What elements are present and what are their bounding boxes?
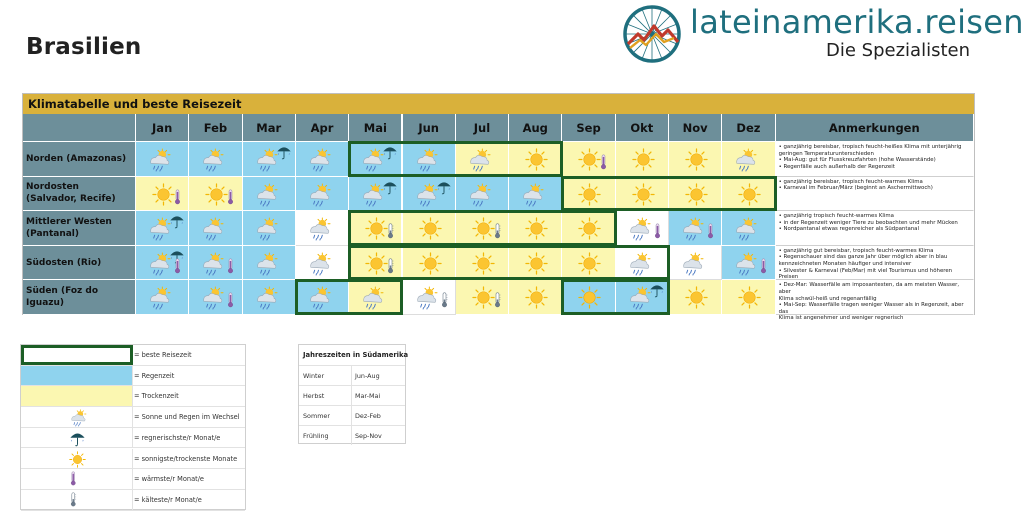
- climate-cell: [296, 211, 349, 246]
- sun-icon: [365, 217, 388, 240]
- climate-cell: [562, 177, 615, 212]
- climate-cell: [189, 177, 242, 212]
- legend-row: [21, 366, 245, 387]
- umbrella-icon: [649, 282, 665, 298]
- sun-rain-icon: [414, 148, 437, 171]
- climate-cell: [616, 280, 669, 315]
- sun-rain-icon: [69, 409, 86, 426]
- climate-cell: [562, 280, 615, 315]
- sun-icon: [525, 148, 548, 171]
- month-header-mai: Mai: [349, 114, 402, 142]
- header-corner: [23, 114, 136, 142]
- sun-icon: [578, 252, 601, 275]
- region-notes: [776, 280, 974, 322]
- climate-cell: [456, 142, 509, 177]
- season-range: Jun-Aug: [355, 372, 380, 380]
- bicycle-wheel-logo-icon: [622, 4, 682, 64]
- sun-rain-icon: [254, 183, 277, 206]
- sun-rain-icon: [147, 217, 170, 240]
- sun-rain-icon: [360, 286, 383, 309]
- season-range: Mar-Mai: [355, 392, 381, 400]
- climate-cell: [296, 280, 349, 315]
- sun-icon: [419, 217, 442, 240]
- legend-text: = beste Reisezeit: [134, 351, 192, 359]
- month-header-nov: Nov: [669, 114, 722, 142]
- thermometer-warm-icon: [599, 154, 617, 172]
- sun-rain-icon: [307, 183, 330, 206]
- climate-cell: [296, 142, 349, 177]
- climate-cell: [243, 211, 296, 246]
- sun-icon: [685, 183, 708, 206]
- sun-icon: [578, 148, 601, 171]
- region-label: Nordosten (Salvador, Recife): [23, 177, 136, 212]
- note-line: • Regenfälle auch außerhalb der Regenzeit: [778, 163, 895, 170]
- legend-text: = Regenzeit: [134, 371, 175, 380]
- season-divider: [351, 406, 352, 425]
- climate-cell: [509, 142, 562, 177]
- sun-icon: [525, 217, 548, 240]
- climate-cell: [296, 177, 349, 212]
- legend-text: = Trockenzeit: [134, 392, 179, 401]
- note-line: Klima ist angenehmer und weniger regnerisch: [778, 315, 904, 322]
- sun-rain-icon: [307, 217, 330, 240]
- region-label: Norden (Amazonas): [23, 142, 136, 177]
- season-row: [299, 385, 405, 405]
- climate-cell: [189, 211, 242, 246]
- note-line: Klima schwül-heiß und regenanfällig: [778, 295, 877, 302]
- thermometer-cold-icon: [386, 223, 404, 241]
- sun-rain-icon: [467, 183, 490, 206]
- note-line: • Silvester & Karneval (Feb/Mar) mit viel Tourismus und höheren Preisen: [778, 267, 953, 281]
- sun-rain-icon: [414, 286, 437, 309]
- climate-cell: [189, 246, 242, 281]
- climate-cell: [509, 177, 562, 212]
- legend-row: [21, 469, 245, 490]
- sun-rain-icon: [147, 148, 170, 171]
- umbrella-icon: [276, 144, 292, 160]
- climate-cell: [243, 280, 296, 315]
- sun-icon: [578, 183, 601, 206]
- note-line: • ganzjährig bereisbar, tropisch feucht-warmes Klima: [778, 178, 923, 185]
- thermometer-warm-icon: [173, 258, 191, 276]
- climate-cell: [722, 142, 775, 177]
- region-label: Südosten (Rio): [23, 246, 136, 281]
- climate-cell: [243, 177, 296, 212]
- sun-rain-icon: [254, 252, 277, 275]
- region-notes: [776, 177, 974, 212]
- sun-rain-icon: [733, 148, 756, 171]
- umbrella-icon: [21, 428, 133, 448]
- climate-table-header: [23, 94, 974, 114]
- note-line: • ganzjährig tropisch feucht-warmes Klima: [778, 213, 894, 220]
- legend-text: = wärmste/r Monat/e: [134, 475, 204, 484]
- season-divider: [351, 366, 352, 385]
- note-line: • Nordpantanal etwas regenreicher als Südpantanal: [778, 226, 919, 233]
- umbrella-icon: [382, 144, 398, 160]
- sun-rain-icon: [254, 148, 277, 171]
- season-name: Frühling: [303, 432, 329, 440]
- notes-header: Anmerkungen: [776, 114, 974, 142]
- climate-cell: [243, 246, 296, 281]
- sun-rain-icon: [200, 217, 223, 240]
- climate-cell: [403, 280, 456, 315]
- sun-rain-icon: [254, 217, 277, 240]
- climate-cell: [669, 280, 722, 315]
- legend: [20, 344, 246, 510]
- note-line: kennzeichneten Monaten häufiger und intensiver: [778, 260, 912, 267]
- note-line: • Mai-Aug: gut für Flusskreuzfahrten (hohe Wasserstände): [778, 157, 936, 164]
- climate-cell: [456, 246, 509, 281]
- legend-row: [21, 490, 245, 511]
- region-notes: [776, 142, 974, 177]
- umbrella-icon: [69, 430, 86, 447]
- thermometer-warm-icon: [21, 469, 133, 489]
- climate-cell: [509, 246, 562, 281]
- month-header-sep: Sep: [562, 114, 615, 142]
- sun-icon: [205, 183, 228, 206]
- sun-icon: [578, 217, 601, 240]
- climate-cell: [349, 246, 402, 281]
- sun-icon: [21, 449, 133, 469]
- climate-cell: [669, 211, 722, 246]
- sun-rain-icon: [680, 217, 703, 240]
- climate-cell: [509, 280, 562, 315]
- seasons-title: Jahreszeiten in Südamerika: [303, 351, 409, 359]
- sun-rain-icon: [733, 252, 756, 275]
- month-header-apr: Apr: [296, 114, 349, 142]
- sun-icon: [632, 183, 655, 206]
- thermometer-warm-icon: [759, 258, 777, 276]
- climate-cell: [509, 211, 562, 246]
- climate-cell: [669, 142, 722, 177]
- climate-cell: [136, 280, 189, 315]
- note-line: • ganzjährig bereisbar, tropisch feucht-heißes Klima mit unterjährig: [778, 144, 962, 150]
- month-header-aug: Aug: [509, 114, 562, 142]
- sun-rain-icon: [200, 286, 223, 309]
- climate-cell: [349, 211, 402, 246]
- climate-cell: [456, 280, 509, 315]
- climate-cell: [616, 211, 669, 246]
- thermometer-warm-icon: [226, 189, 244, 207]
- climate-cell: [722, 280, 775, 315]
- region-label: Süden (Foz do Iguazu): [23, 280, 136, 315]
- climate-cell: [722, 246, 775, 281]
- sun-icon: [632, 148, 655, 171]
- climate-cell: [669, 177, 722, 212]
- climate-cell: [403, 177, 456, 212]
- sun-rain-icon: [254, 286, 277, 309]
- month-header-jul: Jul: [456, 114, 509, 142]
- climate-table-title: Klimatabelle und beste Reisezeit: [28, 97, 242, 111]
- sun-icon: [578, 286, 601, 309]
- sun-rain-icon: [200, 148, 223, 171]
- sun-rain-icon: [414, 183, 437, 206]
- sun-icon: [525, 286, 548, 309]
- sun-rain-icon: [307, 286, 330, 309]
- note-line: • in der Regenzeit weniger Tiere zu beobachten und mehr Mücken: [778, 219, 958, 226]
- legend-row: [21, 345, 245, 366]
- sun-rain-icon: [360, 148, 383, 171]
- climate-cell: [722, 177, 775, 212]
- season-row: [299, 405, 405, 425]
- climate-cell: [296, 246, 349, 281]
- season-name: Herbst: [303, 392, 325, 400]
- umbrella-icon: [436, 179, 452, 195]
- season-range: Sep-Nov: [355, 432, 382, 440]
- season-row: [299, 365, 405, 385]
- sun-rain-icon: [360, 183, 383, 206]
- month-header-okt: Okt: [616, 114, 669, 142]
- climate-cell: [136, 211, 189, 246]
- climate-cell: [243, 142, 296, 177]
- rain-swatch: [21, 366, 133, 386]
- sun-icon: [738, 183, 761, 206]
- sun-icon: [685, 148, 708, 171]
- climate-cell: [616, 246, 669, 281]
- sun-icon: [69, 451, 86, 468]
- climate-cell: [136, 142, 189, 177]
- legend-row: [21, 386, 245, 407]
- climate-cell: [669, 246, 722, 281]
- climate-cell: [456, 211, 509, 246]
- climate-cell: [349, 177, 402, 212]
- climate-cell: [403, 142, 456, 177]
- climate-cell: [136, 177, 189, 212]
- climate-cell: [616, 142, 669, 177]
- seasons-table: [298, 344, 409, 444]
- climate-cell: [562, 246, 615, 281]
- legend-text: = regnerischste/r Monat/e: [134, 433, 221, 442]
- season-row: [299, 425, 405, 445]
- umbrella-icon: [169, 213, 185, 229]
- climate-cell: [349, 280, 402, 315]
- sun-rain-icon: [627, 252, 650, 275]
- legend-row: [21, 449, 245, 470]
- climate-cell: [349, 142, 402, 177]
- sun-rain-icon: [21, 407, 133, 427]
- climate-cell: [722, 211, 775, 246]
- season-name: Sommer: [303, 412, 330, 420]
- climate-table: [22, 93, 975, 322]
- sun-icon: [472, 252, 495, 275]
- thermometer-warm-icon: [653, 223, 671, 241]
- sun-icon: [685, 286, 708, 309]
- season-divider: [351, 426, 352, 445]
- note-line: geringen Temperaturunterschieden: [778, 150, 874, 157]
- season-name: Winter: [303, 372, 325, 380]
- climate-cell: [403, 246, 456, 281]
- sun-rain-icon: [200, 252, 223, 275]
- thermometer-warm-icon: [226, 258, 244, 276]
- thermometer-warm-icon: [69, 471, 86, 488]
- umbrella-icon: [382, 179, 398, 195]
- sun-rain-icon: [520, 183, 543, 206]
- sun-rain-icon: [147, 286, 170, 309]
- region-notes: [776, 211, 974, 246]
- page-title: Brasilien: [26, 34, 142, 60]
- sun-icon: [472, 217, 495, 240]
- sun-rain-icon: [627, 217, 650, 240]
- month-header-feb: Feb: [189, 114, 242, 142]
- brand-name: lateinamerika.reisen: [690, 3, 1024, 41]
- sun-rain-icon: [627, 286, 650, 309]
- sun-icon: [738, 286, 761, 309]
- season-divider: [351, 386, 352, 405]
- brand-tagline: Die Spezialisten: [826, 40, 970, 61]
- note-line: • Karneval im Februar/März (beginnt an Aschermittwoch): [778, 185, 933, 192]
- note-line: • Regenschauer sind das ganze Jahr über möglich aber in blau: [778, 254, 948, 261]
- month-header-mar: Mar: [243, 114, 296, 142]
- sun-rain-icon: [147, 252, 170, 275]
- sun-rain-icon: [307, 148, 330, 171]
- thermometer-cold-icon: [493, 223, 511, 241]
- climate-cell: [456, 177, 509, 212]
- thermometer-cold-icon: [440, 292, 458, 310]
- sun-icon: [365, 252, 388, 275]
- note-line: • Mai-Sep: Wasserfälle tragen weniger Wasser als in Regenzeit, aber das: [778, 302, 964, 315]
- thermometer-warm-icon: [706, 223, 724, 241]
- climate-cell: [189, 280, 242, 315]
- note-line: • ganzjährig gut bereisbar, tropisch feucht-warmes Klima: [778, 247, 934, 254]
- climate-cell: [189, 142, 242, 177]
- legend-text: = Sonne und Regen im Wechsel: [134, 413, 240, 422]
- legend-row: [21, 428, 245, 449]
- legend-text: = kälteste/r Monat/e: [134, 495, 202, 504]
- season-range: Dez-Feb: [355, 412, 381, 420]
- thermometer-warm-icon: [226, 292, 244, 310]
- thermometer-cold-icon: [493, 292, 511, 310]
- region-label: Mittlerer Westen (Pantanal): [23, 211, 136, 246]
- month-header-jan: Jan: [136, 114, 189, 142]
- thermometer-cold-icon: [386, 258, 404, 276]
- climate-cell: [616, 177, 669, 212]
- sun-icon: [152, 183, 175, 206]
- sun-icon: [472, 286, 495, 309]
- brand-logo[interactable]: [616, 2, 1024, 66]
- month-header-dez: Dez: [722, 114, 775, 142]
- thermometer-warm-icon: [173, 189, 191, 207]
- sun-rain-icon: [733, 217, 756, 240]
- legend-row: [21, 407, 245, 428]
- best-frame: [21, 345, 133, 365]
- month-header-jun: Jun: [403, 114, 456, 142]
- region-notes: [776, 246, 974, 281]
- note-line: • Dez-Mar: Wasserfälle am imposantesten, da am meisten Wasser, aber: [778, 282, 960, 295]
- thermometer-cold-icon: [21, 490, 133, 510]
- sun-rain-icon: [307, 252, 330, 275]
- climate-cell: [562, 211, 615, 246]
- dry-swatch: [21, 386, 133, 406]
- climate-cell: [562, 142, 615, 177]
- sun-rain-icon: [680, 252, 703, 275]
- sun-icon: [419, 252, 442, 275]
- legend-text: = sonnigste/trockenste Monate: [134, 454, 238, 463]
- thermometer-cold-icon: [69, 492, 86, 509]
- sun-icon: [525, 252, 548, 275]
- climate-cell: [403, 211, 456, 246]
- sun-rain-icon: [467, 148, 490, 171]
- climate-cell: [136, 246, 189, 281]
